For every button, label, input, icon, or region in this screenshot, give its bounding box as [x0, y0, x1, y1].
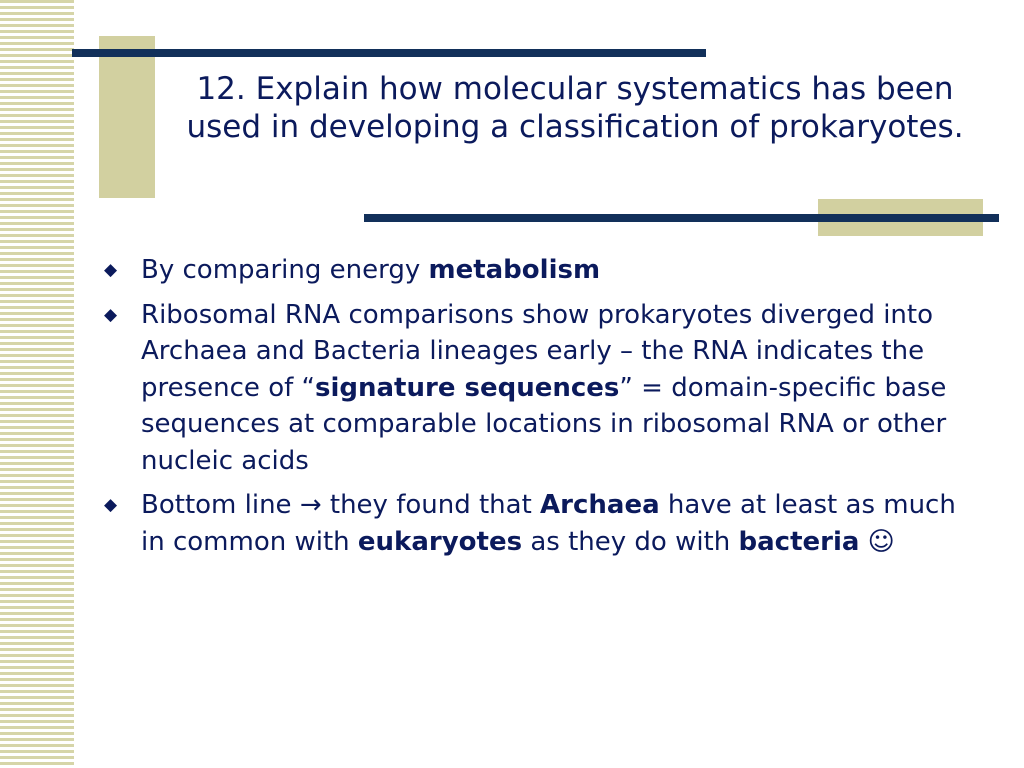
- bold-text-run: eukaryotes: [357, 526, 523, 557]
- slide-title: 12. Explain how molecular systematics has been used in developing a classification of prokaryotes.: [186, 71, 964, 145]
- bullet-item: [104, 297, 984, 480]
- bullet-item: [104, 252, 984, 289]
- decorative-line-bottom: [364, 214, 999, 222]
- decorative-line-top: [72, 49, 706, 57]
- bold-text-run: metabolism: [428, 255, 601, 285]
- bullet-text: [141, 255, 600, 285]
- bold-text-run: signature sequences: [315, 372, 620, 403]
- decorative-stripe-bar: [0, 0, 74, 768]
- decorative-block-left: [99, 36, 155, 198]
- bullet-list: [104, 252, 984, 568]
- text-run: Ribosomal RNA comparisons show prokaryotes diverged into Archaea and Bacteria lineages early – the RNA indicates the presence of “: [141, 299, 934, 403]
- text-run: as they do with: [522, 526, 739, 557]
- text-run: ” = domain-specific base sequences at comparable locations in ribosomal RNA or other nucleic acids: [141, 372, 947, 476]
- bullet-text: [141, 300, 946, 476]
- diamond-bullet-icon: ◆: [104, 495, 118, 515]
- text-run: have at least as much in common with: [141, 490, 956, 557]
- bullet-item: [104, 487, 984, 560]
- bold-text-run: Archaea: [540, 490, 660, 520]
- diamond-bullet-icon: ◆: [104, 260, 118, 280]
- diamond-bullet-icon: ◆: [104, 304, 118, 325]
- bold-text-run: bacteria: [738, 526, 860, 557]
- bullet-text: [141, 490, 956, 557]
- text-run: By comparing energy: [141, 255, 429, 285]
- text-run: ☺: [859, 526, 895, 557]
- text-run: Bottom line → they found that: [141, 490, 541, 520]
